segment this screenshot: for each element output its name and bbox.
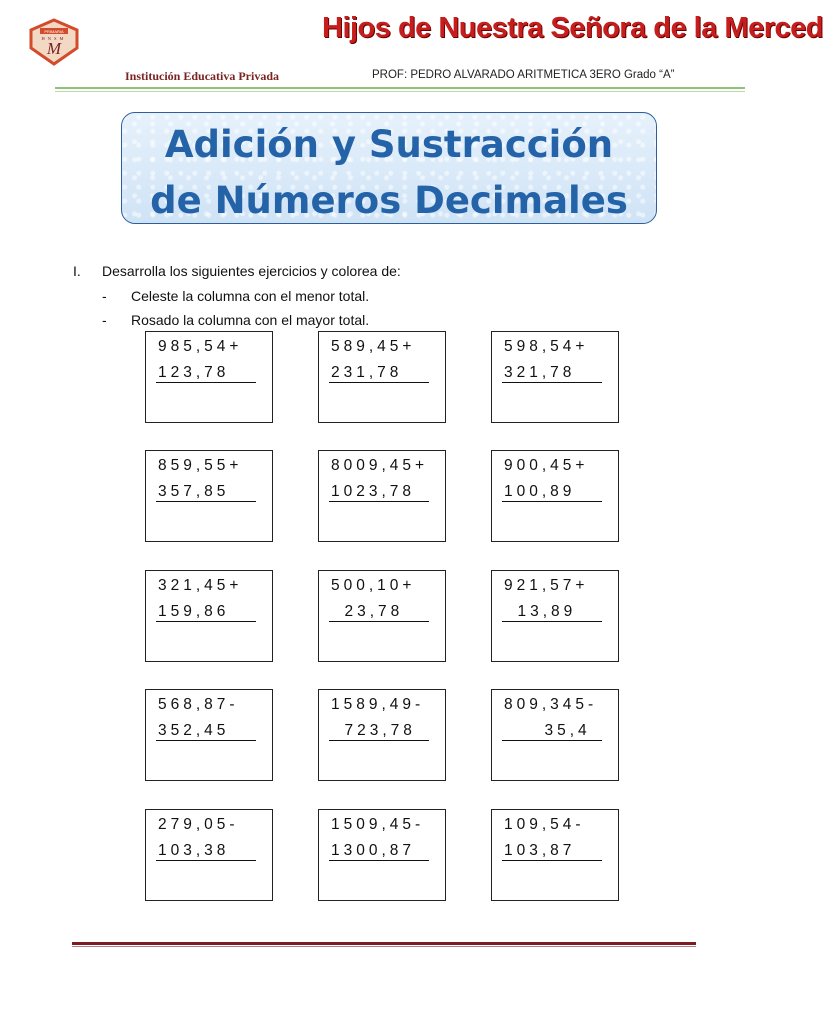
exercise-bottom-number: 231,78: [331, 364, 403, 381]
svg-text:HNSM: HNSM: [41, 36, 67, 41]
exercise-bottom-number: 1300,87: [331, 842, 416, 859]
exercise-bottom-number: 321,78: [504, 364, 576, 381]
svg-text:PRIMARIA: PRIMARIA: [44, 29, 64, 34]
exercise-bottom-number: 1023,78: [331, 483, 416, 500]
exercise-bottom-number: 723,78: [344, 722, 416, 739]
exercise-underline: [156, 501, 256, 502]
exercise-box[interactable]: [491, 689, 619, 781]
exercise-box[interactable]: [145, 450, 273, 542]
exercise-bottom-number: 103,38: [158, 842, 230, 859]
exercise-top-number: 589,45+: [331, 338, 416, 355]
exercise-top-number: 321,45+: [158, 577, 243, 594]
footer-divider-thin: [72, 946, 696, 947]
exercise-bottom-number: 35,4: [544, 722, 591, 739]
exercise-underline: [329, 382, 429, 383]
professor-label: PROF: PEDRO ALVARADO ARITMETICA 3ERO Grado “A”: [372, 69, 675, 81]
exercise-box[interactable]: [491, 570, 619, 662]
exercise-box[interactable]: [318, 331, 446, 423]
exercise-box[interactable]: [145, 570, 273, 662]
header-divider: [55, 87, 745, 89]
exercise-underline: [156, 740, 256, 741]
exercise-underline: [502, 860, 602, 861]
header-divider-thin: [55, 91, 745, 92]
exercise-box[interactable]: [491, 331, 619, 423]
school-name: Hijos de Nuestra Señora de la Merced: [322, 12, 823, 44]
exercise-underline: [329, 621, 429, 622]
exercise-bottom-number: 123,78: [158, 364, 230, 381]
exercise-top-number: 809,345-: [504, 696, 598, 713]
exercise-box[interactable]: [145, 689, 273, 781]
title-line-2: de Números Decimales: [150, 179, 628, 222]
exercise-underline: [502, 740, 602, 741]
bullet-pink: Rosado la columna con el mayor total.: [131, 312, 370, 328]
exercise-top-number: 109,54-: [504, 816, 585, 833]
exercise-box[interactable]: [145, 331, 273, 423]
exercise-top-number: 1509,45-: [331, 816, 425, 833]
title-banner: [121, 112, 657, 224]
exercise-box[interactable]: [491, 450, 619, 542]
exercise-box[interactable]: [145, 809, 273, 901]
exercise-underline: [329, 501, 429, 502]
exercise-top-number: 279,05-: [158, 816, 239, 833]
exercise-bottom-number: 159,86: [158, 603, 230, 620]
exercise-bottom-number: 100,89: [504, 483, 576, 500]
exercise-box[interactable]: [318, 809, 446, 901]
exercise-underline: [329, 860, 429, 861]
exercise-top-number: 1589,49-: [331, 696, 425, 713]
exercise-underline: [502, 621, 602, 622]
exercise-bottom-number: 357,85: [158, 483, 230, 500]
exercise-top-number: 921,57+: [504, 577, 589, 594]
institution-label: Institución Educativa Privada: [125, 69, 280, 83]
exercise-top-number: 568,87-: [158, 696, 239, 713]
exercise-bottom-number: 13,89: [517, 603, 577, 620]
bullet-dash: -: [102, 288, 107, 304]
exercise-bottom-number: 103,87: [504, 842, 576, 859]
exercise-underline: [156, 621, 256, 622]
exercise-underline: [329, 740, 429, 741]
title-line-1: Adición y Sustracción: [164, 123, 614, 166]
exercise-underline: [156, 382, 256, 383]
exercise-top-number: 985,54+: [158, 338, 243, 355]
footer-divider: [72, 942, 696, 945]
bullet-lightblue: Celeste la columna con el menor total.: [131, 288, 370, 304]
instruction-number: I.: [73, 263, 81, 279]
exercise-box[interactable]: [318, 570, 446, 662]
exercise-top-number: 8009,45+: [331, 457, 429, 474]
bullet-dash: -: [102, 312, 107, 328]
exercise-top-number: 500,10+: [331, 577, 416, 594]
exercise-underline: [502, 382, 602, 383]
exercise-underline: [156, 860, 256, 861]
exercise-top-number: 598,54+: [504, 338, 589, 355]
exercise-top-number: 900,45+: [504, 457, 589, 474]
exercise-bottom-number: 23,78: [344, 603, 404, 620]
exercise-underline: [502, 501, 602, 502]
exercise-box[interactable]: [318, 450, 446, 542]
exercise-bottom-number: 352,45: [158, 722, 230, 739]
exercise-top-number: 859,55+: [158, 457, 243, 474]
school-crest-icon: [27, 18, 81, 66]
exercise-box[interactable]: [318, 689, 446, 781]
svg-text:M: M: [46, 39, 62, 58]
exercise-box[interactable]: [491, 809, 619, 901]
instruction-text: Desarrolla los siguientes ejercicios y colorea de:: [102, 263, 401, 279]
